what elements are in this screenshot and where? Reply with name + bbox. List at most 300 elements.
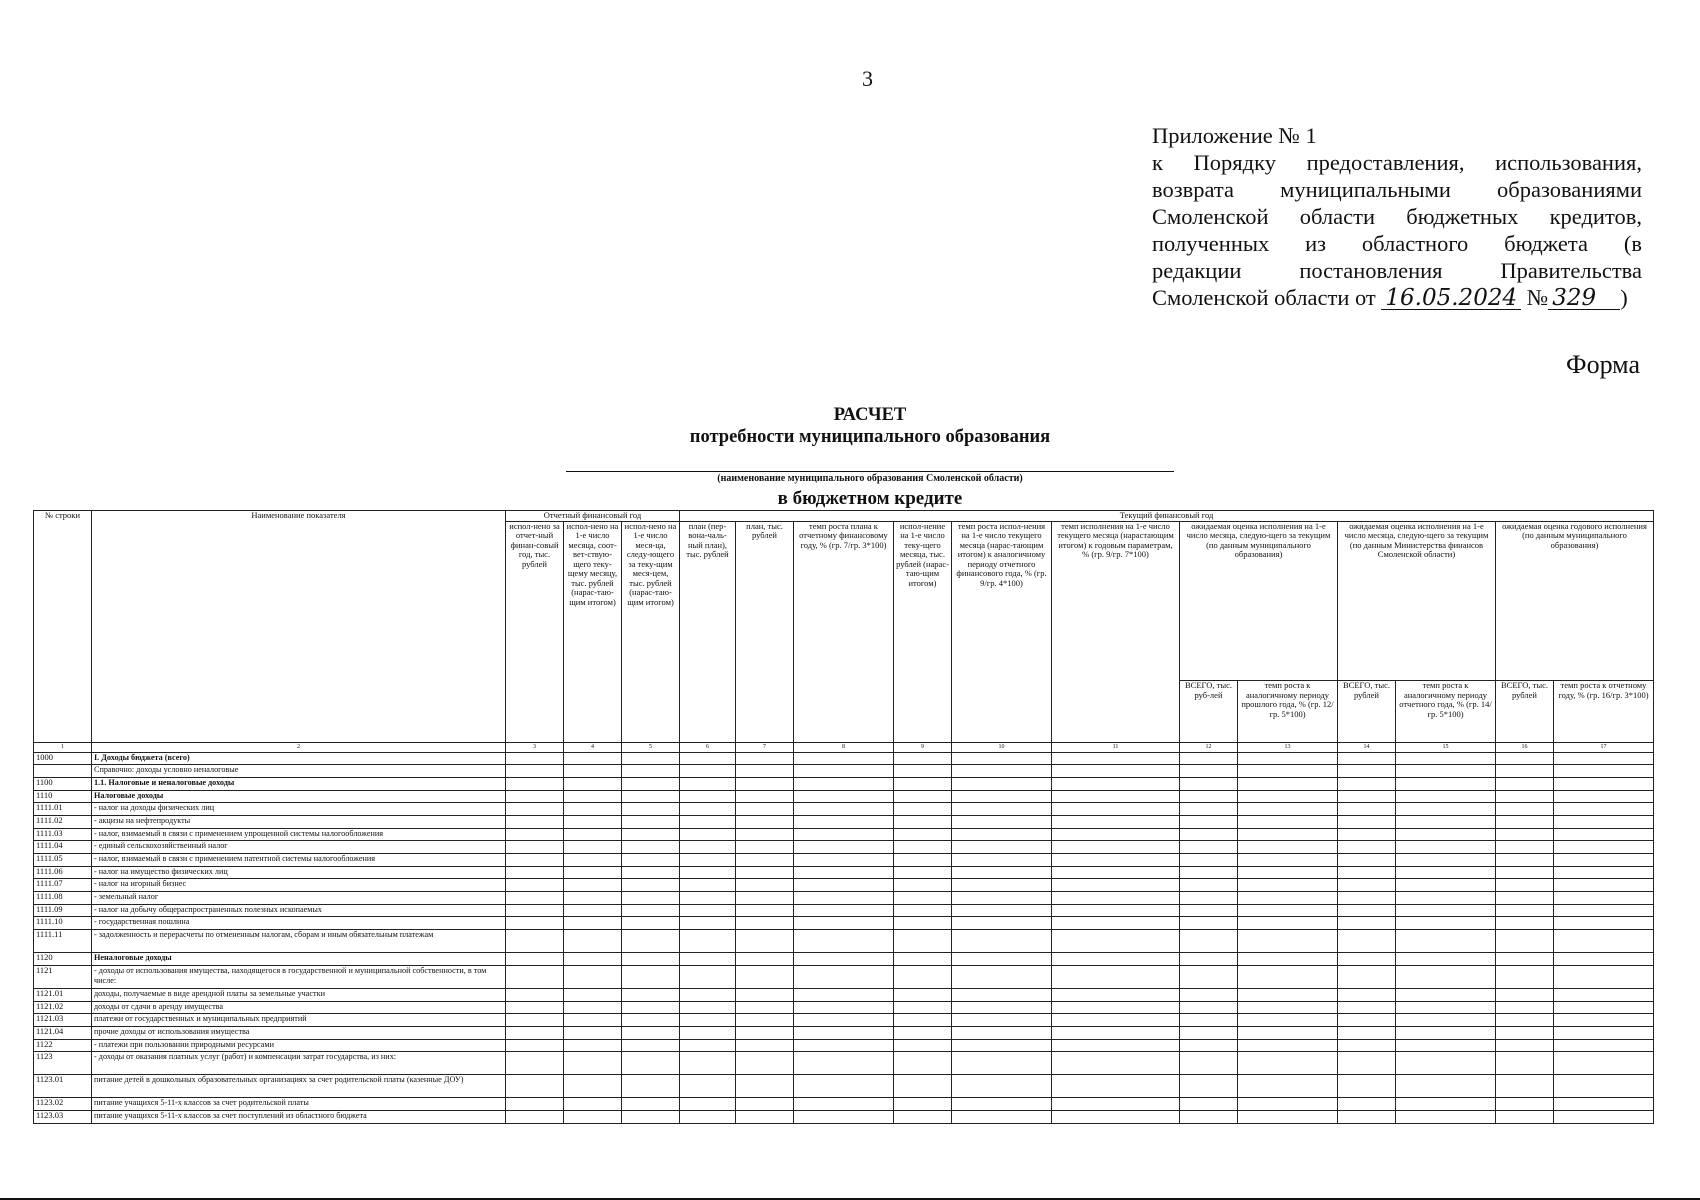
value-cell[interactable] xyxy=(1396,930,1496,953)
value-cell[interactable] xyxy=(794,841,894,854)
value-cell[interactable] xyxy=(622,965,680,988)
value-cell[interactable] xyxy=(1396,841,1496,854)
value-cell[interactable] xyxy=(1338,1098,1396,1111)
value-cell[interactable] xyxy=(794,930,894,953)
value-cell[interactable] xyxy=(952,790,1052,803)
value-cell[interactable] xyxy=(1180,917,1238,930)
value-cell[interactable] xyxy=(894,815,952,828)
value-cell[interactable] xyxy=(1496,815,1554,828)
value-cell[interactable] xyxy=(680,1052,736,1075)
value-cell[interactable] xyxy=(680,1001,736,1014)
value-cell[interactable] xyxy=(1052,752,1180,765)
value-cell[interactable] xyxy=(1052,777,1180,790)
value-cell[interactable] xyxy=(680,892,736,905)
value-cell[interactable] xyxy=(1180,790,1238,803)
value-cell[interactable] xyxy=(794,1098,894,1111)
value-cell[interactable] xyxy=(1238,892,1338,905)
value-cell[interactable] xyxy=(894,1026,952,1039)
value-cell[interactable] xyxy=(736,1098,794,1111)
value-cell[interactable] xyxy=(894,1039,952,1052)
value-cell[interactable] xyxy=(1496,965,1554,988)
value-cell[interactable] xyxy=(564,777,622,790)
value-cell[interactable] xyxy=(894,879,952,892)
value-cell[interactable] xyxy=(1052,953,1180,966)
value-cell[interactable] xyxy=(736,953,794,966)
value-cell[interactable] xyxy=(1180,965,1238,988)
value-cell[interactable] xyxy=(1338,1001,1396,1014)
value-cell[interactable] xyxy=(1496,752,1554,765)
value-cell[interactable] xyxy=(1496,1098,1554,1111)
value-cell[interactable] xyxy=(1554,1039,1654,1052)
value-cell[interactable] xyxy=(506,953,564,966)
value-cell[interactable] xyxy=(1238,1075,1338,1098)
value-cell[interactable] xyxy=(1180,904,1238,917)
value-cell[interactable] xyxy=(894,828,952,841)
value-cell[interactable] xyxy=(736,803,794,816)
value-cell[interactable] xyxy=(1052,765,1180,778)
value-cell[interactable] xyxy=(736,854,794,867)
value-cell[interactable] xyxy=(794,777,894,790)
value-cell[interactable] xyxy=(1052,854,1180,867)
value-cell[interactable] xyxy=(1052,904,1180,917)
value-cell[interactable] xyxy=(1052,1026,1180,1039)
value-cell[interactable] xyxy=(736,1052,794,1075)
value-cell[interactable] xyxy=(680,917,736,930)
value-cell[interactable] xyxy=(1238,1052,1338,1075)
value-cell[interactable] xyxy=(952,1110,1052,1123)
value-cell[interactable] xyxy=(1180,828,1238,841)
value-cell[interactable] xyxy=(1554,953,1654,966)
value-cell[interactable] xyxy=(680,988,736,1001)
value-cell[interactable] xyxy=(1338,879,1396,892)
value-cell[interactable] xyxy=(736,1039,794,1052)
value-cell[interactable] xyxy=(952,1052,1052,1075)
value-cell[interactable] xyxy=(622,988,680,1001)
value-cell[interactable] xyxy=(680,866,736,879)
value-cell[interactable] xyxy=(736,1026,794,1039)
value-cell[interactable] xyxy=(1238,1001,1338,1014)
value-cell[interactable] xyxy=(894,1110,952,1123)
value-cell[interactable] xyxy=(1554,879,1654,892)
value-cell[interactable] xyxy=(1496,879,1554,892)
value-cell[interactable] xyxy=(1554,828,1654,841)
value-cell[interactable] xyxy=(564,904,622,917)
value-cell[interactable] xyxy=(736,965,794,988)
value-cell[interactable] xyxy=(794,904,894,917)
value-cell[interactable] xyxy=(506,828,564,841)
value-cell[interactable] xyxy=(1554,988,1654,1001)
value-cell[interactable] xyxy=(794,917,894,930)
value-cell[interactable] xyxy=(1052,930,1180,953)
value-cell[interactable] xyxy=(1496,841,1554,854)
value-cell[interactable] xyxy=(952,803,1052,816)
value-cell[interactable] xyxy=(1496,1039,1554,1052)
value-cell[interactable] xyxy=(622,1052,680,1075)
value-cell[interactable] xyxy=(622,841,680,854)
value-cell[interactable] xyxy=(736,1014,794,1027)
value-cell[interactable] xyxy=(736,930,794,953)
value-cell[interactable] xyxy=(1496,917,1554,930)
value-cell[interactable] xyxy=(622,866,680,879)
value-cell[interactable] xyxy=(1496,988,1554,1001)
value-cell[interactable] xyxy=(1396,777,1496,790)
value-cell[interactable] xyxy=(1180,803,1238,816)
value-cell[interactable] xyxy=(622,854,680,867)
value-cell[interactable] xyxy=(1180,953,1238,966)
value-cell[interactable] xyxy=(894,752,952,765)
value-cell[interactable] xyxy=(1180,752,1238,765)
value-cell[interactable] xyxy=(506,930,564,953)
value-cell[interactable] xyxy=(622,917,680,930)
value-cell[interactable] xyxy=(1238,841,1338,854)
value-cell[interactable] xyxy=(680,828,736,841)
value-cell[interactable] xyxy=(622,803,680,816)
value-cell[interactable] xyxy=(1554,866,1654,879)
value-cell[interactable] xyxy=(1238,953,1338,966)
value-cell[interactable] xyxy=(894,1098,952,1111)
value-cell[interactable] xyxy=(1338,765,1396,778)
value-cell[interactable] xyxy=(564,1026,622,1039)
value-cell[interactable] xyxy=(680,752,736,765)
value-cell[interactable] xyxy=(1238,803,1338,816)
value-cell[interactable] xyxy=(894,965,952,988)
value-cell[interactable] xyxy=(564,879,622,892)
value-cell[interactable] xyxy=(794,965,894,988)
value-cell[interactable] xyxy=(564,854,622,867)
value-cell[interactable] xyxy=(506,892,564,905)
value-cell[interactable] xyxy=(1338,803,1396,816)
value-cell[interactable] xyxy=(1052,1001,1180,1014)
value-cell[interactable] xyxy=(894,953,952,966)
value-cell[interactable] xyxy=(564,953,622,966)
value-cell[interactable] xyxy=(622,777,680,790)
value-cell[interactable] xyxy=(622,1026,680,1039)
value-cell[interactable] xyxy=(952,917,1052,930)
value-cell[interactable] xyxy=(1554,790,1654,803)
value-cell[interactable] xyxy=(564,1075,622,1098)
value-cell[interactable] xyxy=(1052,965,1180,988)
value-cell[interactable] xyxy=(506,917,564,930)
value-cell[interactable] xyxy=(794,765,894,778)
value-cell[interactable] xyxy=(1496,1075,1554,1098)
value-cell[interactable] xyxy=(794,1026,894,1039)
value-cell[interactable] xyxy=(952,1098,1052,1111)
value-cell[interactable] xyxy=(1180,815,1238,828)
value-cell[interactable] xyxy=(506,1001,564,1014)
value-cell[interactable] xyxy=(794,892,894,905)
value-cell[interactable] xyxy=(680,904,736,917)
value-cell[interactable] xyxy=(736,988,794,1001)
value-cell[interactable] xyxy=(1554,930,1654,953)
value-cell[interactable] xyxy=(952,1039,1052,1052)
value-cell[interactable] xyxy=(1180,1110,1238,1123)
value-cell[interactable] xyxy=(1496,803,1554,816)
value-cell[interactable] xyxy=(794,879,894,892)
value-cell[interactable] xyxy=(622,1039,680,1052)
value-cell[interactable] xyxy=(1496,765,1554,778)
value-cell[interactable] xyxy=(1052,1110,1180,1123)
value-cell[interactable] xyxy=(1238,854,1338,867)
value-cell[interactable] xyxy=(894,930,952,953)
value-cell[interactable] xyxy=(1238,765,1338,778)
value-cell[interactable] xyxy=(1554,892,1654,905)
value-cell[interactable] xyxy=(506,790,564,803)
value-cell[interactable] xyxy=(1180,1001,1238,1014)
value-cell[interactable] xyxy=(622,904,680,917)
value-cell[interactable] xyxy=(736,790,794,803)
value-cell[interactable] xyxy=(894,892,952,905)
value-cell[interactable] xyxy=(506,752,564,765)
value-cell[interactable] xyxy=(1554,765,1654,778)
value-cell[interactable] xyxy=(506,1039,564,1052)
value-cell[interactable] xyxy=(794,988,894,1001)
value-cell[interactable] xyxy=(1496,1052,1554,1075)
value-cell[interactable] xyxy=(894,765,952,778)
value-cell[interactable] xyxy=(506,988,564,1001)
value-cell[interactable] xyxy=(506,854,564,867)
value-cell[interactable] xyxy=(1396,1098,1496,1111)
value-cell[interactable] xyxy=(1052,1098,1180,1111)
value-cell[interactable] xyxy=(952,866,1052,879)
value-cell[interactable] xyxy=(680,965,736,988)
value-cell[interactable] xyxy=(1238,879,1338,892)
value-cell[interactable] xyxy=(506,1014,564,1027)
value-cell[interactable] xyxy=(564,988,622,1001)
value-cell[interactable] xyxy=(1052,1075,1180,1098)
value-cell[interactable] xyxy=(952,828,1052,841)
value-cell[interactable] xyxy=(506,765,564,778)
value-cell[interactable] xyxy=(952,988,1052,1001)
value-cell[interactable] xyxy=(564,752,622,765)
value-cell[interactable] xyxy=(564,1039,622,1052)
value-cell[interactable] xyxy=(1180,892,1238,905)
value-cell[interactable] xyxy=(1396,953,1496,966)
value-cell[interactable] xyxy=(894,1001,952,1014)
value-cell[interactable] xyxy=(1180,841,1238,854)
value-cell[interactable] xyxy=(1180,1014,1238,1027)
value-cell[interactable] xyxy=(1554,1026,1654,1039)
value-cell[interactable] xyxy=(1554,803,1654,816)
value-cell[interactable] xyxy=(1180,854,1238,867)
value-cell[interactable] xyxy=(794,1014,894,1027)
value-cell[interactable] xyxy=(794,803,894,816)
value-cell[interactable] xyxy=(1052,828,1180,841)
value-cell[interactable] xyxy=(1554,1098,1654,1111)
value-cell[interactable] xyxy=(564,828,622,841)
value-cell[interactable] xyxy=(1180,1052,1238,1075)
value-cell[interactable] xyxy=(1554,752,1654,765)
value-cell[interactable] xyxy=(1554,841,1654,854)
value-cell[interactable] xyxy=(1338,988,1396,1001)
value-cell[interactable] xyxy=(680,777,736,790)
value-cell[interactable] xyxy=(1052,917,1180,930)
value-cell[interactable] xyxy=(1338,790,1396,803)
value-cell[interactable] xyxy=(1052,1039,1180,1052)
value-cell[interactable] xyxy=(952,1075,1052,1098)
value-cell[interactable] xyxy=(1338,777,1396,790)
value-cell[interactable] xyxy=(1180,765,1238,778)
value-cell[interactable] xyxy=(622,815,680,828)
value-cell[interactable] xyxy=(680,815,736,828)
value-cell[interactable] xyxy=(1554,1001,1654,1014)
value-cell[interactable] xyxy=(1238,777,1338,790)
value-cell[interactable] xyxy=(736,752,794,765)
value-cell[interactable] xyxy=(952,752,1052,765)
value-cell[interactable] xyxy=(1180,930,1238,953)
value-cell[interactable] xyxy=(1338,965,1396,988)
value-cell[interactable] xyxy=(564,803,622,816)
value-cell[interactable] xyxy=(1496,1110,1554,1123)
value-cell[interactable] xyxy=(894,1075,952,1098)
value-cell[interactable] xyxy=(1396,803,1496,816)
value-cell[interactable] xyxy=(736,765,794,778)
value-cell[interactable] xyxy=(680,1110,736,1123)
value-cell[interactable] xyxy=(1180,1075,1238,1098)
value-cell[interactable] xyxy=(506,965,564,988)
value-cell[interactable] xyxy=(1396,815,1496,828)
value-cell[interactable] xyxy=(894,790,952,803)
value-cell[interactable] xyxy=(952,1014,1052,1027)
value-cell[interactable] xyxy=(1554,777,1654,790)
value-cell[interactable] xyxy=(622,879,680,892)
value-cell[interactable] xyxy=(1052,841,1180,854)
value-cell[interactable] xyxy=(564,1052,622,1075)
value-cell[interactable] xyxy=(1052,790,1180,803)
value-cell[interactable] xyxy=(1496,1026,1554,1039)
value-cell[interactable] xyxy=(680,953,736,966)
value-cell[interactable] xyxy=(1338,866,1396,879)
value-cell[interactable] xyxy=(894,866,952,879)
value-cell[interactable] xyxy=(1180,1026,1238,1039)
value-cell[interactable] xyxy=(894,803,952,816)
value-cell[interactable] xyxy=(680,841,736,854)
value-cell[interactable] xyxy=(1496,1014,1554,1027)
value-cell[interactable] xyxy=(736,904,794,917)
value-cell[interactable] xyxy=(952,854,1052,867)
value-cell[interactable] xyxy=(622,1014,680,1027)
value-cell[interactable] xyxy=(1180,988,1238,1001)
value-cell[interactable] xyxy=(1396,1026,1496,1039)
value-cell[interactable] xyxy=(1338,1039,1396,1052)
value-cell[interactable] xyxy=(506,1026,564,1039)
value-cell[interactable] xyxy=(952,765,1052,778)
value-cell[interactable] xyxy=(1396,765,1496,778)
value-cell[interactable] xyxy=(622,752,680,765)
value-cell[interactable] xyxy=(506,866,564,879)
value-cell[interactable] xyxy=(1496,828,1554,841)
value-cell[interactable] xyxy=(794,1110,894,1123)
value-cell[interactable] xyxy=(794,828,894,841)
value-cell[interactable] xyxy=(1052,803,1180,816)
value-cell[interactable] xyxy=(952,892,1052,905)
value-cell[interactable] xyxy=(894,841,952,854)
value-cell[interactable] xyxy=(1238,1110,1338,1123)
value-cell[interactable] xyxy=(506,1052,564,1075)
value-cell[interactable] xyxy=(680,765,736,778)
value-cell[interactable] xyxy=(794,1001,894,1014)
value-cell[interactable] xyxy=(680,1014,736,1027)
value-cell[interactable] xyxy=(736,866,794,879)
value-cell[interactable] xyxy=(1396,892,1496,905)
value-cell[interactable] xyxy=(894,854,952,867)
value-cell[interactable] xyxy=(1338,828,1396,841)
value-cell[interactable] xyxy=(622,1098,680,1111)
value-cell[interactable] xyxy=(680,930,736,953)
value-cell[interactable] xyxy=(506,803,564,816)
value-cell[interactable] xyxy=(1238,1098,1338,1111)
value-cell[interactable] xyxy=(952,879,1052,892)
value-cell[interactable] xyxy=(952,841,1052,854)
value-cell[interactable] xyxy=(952,930,1052,953)
value-cell[interactable] xyxy=(894,988,952,1001)
value-cell[interactable] xyxy=(1180,1098,1238,1111)
value-cell[interactable] xyxy=(736,777,794,790)
value-cell[interactable] xyxy=(622,1001,680,1014)
value-cell[interactable] xyxy=(1496,790,1554,803)
value-cell[interactable] xyxy=(736,828,794,841)
value-cell[interactable] xyxy=(1554,854,1654,867)
value-cell[interactable] xyxy=(622,790,680,803)
value-cell[interactable] xyxy=(1238,988,1338,1001)
value-cell[interactable] xyxy=(952,953,1052,966)
value-cell[interactable] xyxy=(564,866,622,879)
value-cell[interactable] xyxy=(506,1098,564,1111)
value-cell[interactable] xyxy=(1338,854,1396,867)
value-cell[interactable] xyxy=(736,917,794,930)
value-cell[interactable] xyxy=(794,1039,894,1052)
value-cell[interactable] xyxy=(1052,815,1180,828)
value-cell[interactable] xyxy=(1052,1052,1180,1075)
value-cell[interactable] xyxy=(1396,879,1496,892)
value-cell[interactable] xyxy=(506,841,564,854)
value-cell[interactable] xyxy=(1338,1014,1396,1027)
value-cell[interactable] xyxy=(1338,1052,1396,1075)
value-cell[interactable] xyxy=(1338,930,1396,953)
value-cell[interactable] xyxy=(564,765,622,778)
value-cell[interactable] xyxy=(894,777,952,790)
value-cell[interactable] xyxy=(1238,1039,1338,1052)
value-cell[interactable] xyxy=(506,777,564,790)
value-cell[interactable] xyxy=(1496,854,1554,867)
value-cell[interactable] xyxy=(952,815,1052,828)
value-cell[interactable] xyxy=(736,1001,794,1014)
value-cell[interactable] xyxy=(680,879,736,892)
value-cell[interactable] xyxy=(1338,1110,1396,1123)
value-cell[interactable] xyxy=(1396,1075,1496,1098)
value-cell[interactable] xyxy=(1238,965,1338,988)
value-cell[interactable] xyxy=(622,1075,680,1098)
value-cell[interactable] xyxy=(1396,866,1496,879)
value-cell[interactable] xyxy=(952,777,1052,790)
value-cell[interactable] xyxy=(894,904,952,917)
value-cell[interactable] xyxy=(1396,1014,1496,1027)
value-cell[interactable] xyxy=(1554,1075,1654,1098)
value-cell[interactable] xyxy=(622,953,680,966)
value-cell[interactable] xyxy=(1180,777,1238,790)
value-cell[interactable] xyxy=(1052,866,1180,879)
value-cell[interactable] xyxy=(680,1075,736,1098)
value-cell[interactable] xyxy=(1338,1026,1396,1039)
value-cell[interactable] xyxy=(1396,854,1496,867)
value-cell[interactable] xyxy=(1554,965,1654,988)
value-cell[interactable] xyxy=(506,1075,564,1098)
value-cell[interactable] xyxy=(794,1075,894,1098)
value-cell[interactable] xyxy=(1238,790,1338,803)
value-cell[interactable] xyxy=(952,1001,1052,1014)
value-cell[interactable] xyxy=(1396,917,1496,930)
value-cell[interactable] xyxy=(952,904,1052,917)
value-cell[interactable] xyxy=(1396,1001,1496,1014)
